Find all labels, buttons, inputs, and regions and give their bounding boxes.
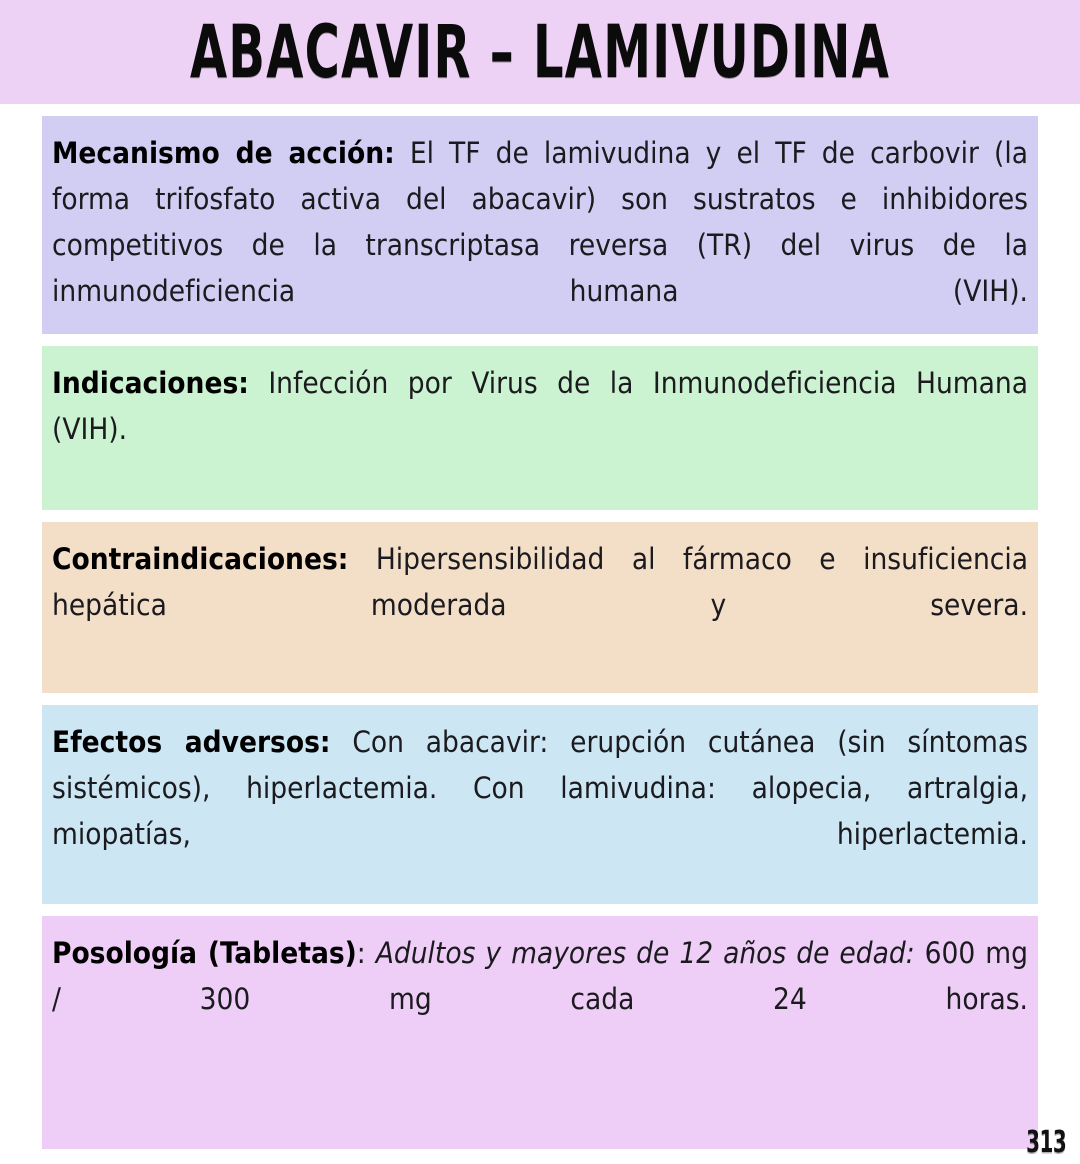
section-label: Contraindicaciones:: [52, 542, 349, 576]
section-body: Hipersensibilidad al fármaco e insuficiencia hepática moderada y severa.: [52, 542, 1028, 622]
section-posologia: [42, 916, 1038, 1149]
content-panels: [42, 116, 1038, 1149]
section-efectos-adversos: [42, 705, 1038, 904]
section-body: El TF de lamivudina y el TF de carbovir (la forma trifosfato activa del abacavir) son sustratos e inhibidores competitivos de la transcriptasa reversa (TR) del virus de la inmunodeficiencia humana (VIH).: [52, 136, 1028, 308]
section-label: Posología (Tabletas): [52, 936, 357, 970]
section-body-italic: Adultos y mayores de 12 años de edad:: [375, 936, 915, 970]
section-body: Con abacavir: erupción cutánea (sin síntomas sistémicos), hiperlactemia. Con lamivudina: alopecia, artralgia, miopatías, hiperlactemia.: [52, 725, 1028, 851]
page-title: ABACAVIR – LAMIVUDINA: [189, 8, 891, 95]
section-text: [52, 930, 1028, 1068]
header-band: [0, 0, 1080, 104]
section-text: [52, 360, 1028, 498]
section-label: Indicaciones:: [52, 366, 249, 400]
section-text: [52, 719, 1028, 903]
section-mecanismo-de-accion: [42, 116, 1038, 334]
section-text: [52, 536, 1028, 674]
section-body: 600 mg / 300 mg cada 24 horas.: [52, 936, 1028, 1016]
section-indicaciones: [42, 346, 1038, 510]
page-number: 313: [1025, 1125, 1066, 1161]
section-label-separator: :: [356, 936, 376, 970]
section-contraindicaciones: [42, 522, 1038, 693]
section-label: Efectos adversos:: [52, 725, 331, 759]
section-label: Mecanismo de acción:: [52, 136, 395, 170]
section-text: [52, 130, 1028, 334]
section-body: Infección por Virus de la Inmunodeficiencia Humana (VIH).: [52, 366, 1028, 446]
